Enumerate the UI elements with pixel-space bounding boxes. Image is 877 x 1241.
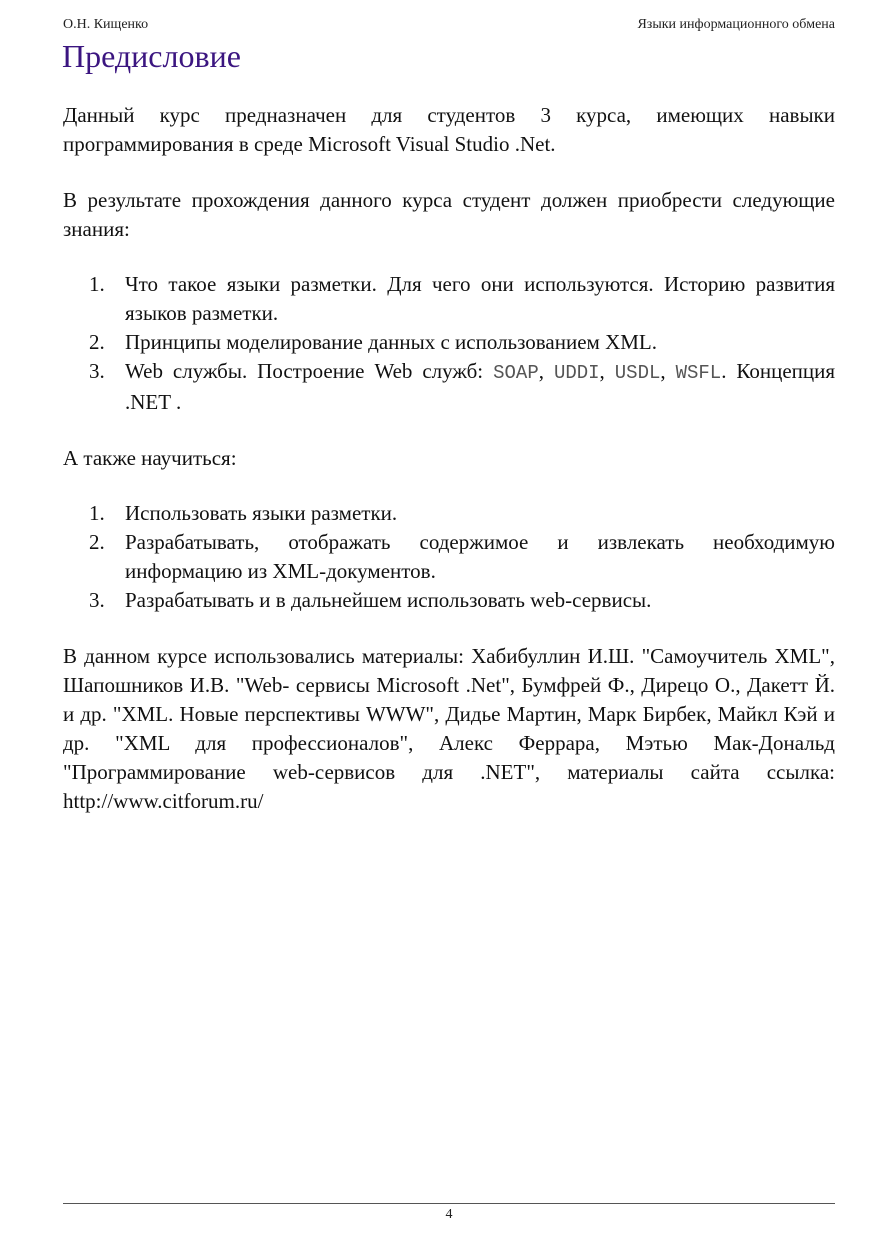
list-number: 2. [89,330,105,354]
code-separator: , [599,359,615,383]
knowledge-intro-paragraph: В результате прохождения данного курса студент должен приобрести следующие знания: [63,188,835,241]
code-separator: , [538,359,554,383]
intro-paragraph: Данный курс предназначен для студентов 3 курса, имеющих навыки программирования в среде Microsoft Visual Studio .Net. [63,103,835,156]
list-item-text: Что такое языки разметки. Для чего они используются. Историю развития языков разметки. [125,272,835,325]
page-number: 4 [445,1207,453,1222]
footer-divider [63,1203,835,1204]
list-item [63,270,835,328]
list-item-text: Разрабатывать и в дальнейшем использовать web-сервисы. [125,588,652,612]
list-number: 3. [89,359,105,383]
list-item-text-after: . Концепция .NET . [125,359,836,414]
list-item-text: Принципы моделирование данных с использованием XML. [125,330,658,354]
list-item [63,499,835,528]
knowledge-list [63,270,835,417]
skills-list [63,499,835,615]
list-item [63,357,835,417]
materials-paragraph: В данном курсе использовались материалы: Хабибуллин И.Ш. "Самоучитель XML", Шапошников И.В. "Web- сервисы Microsoft .Net", Бумфрей Ф., Дирецо О., Дакетт Й. и др. "XML. Новые перспективы WWW", Дидье Мартин, Марк Бирбек, Майкл Кэй и др. "XML для профессионалов", Алекс Феррара, Мэтью Мак-Дональд "Программирование web-сервисов для .NET", материалы сайта ссылка: http://www.citforum.ru/ [63,644,835,813]
list-item [63,586,835,615]
page-header [63,15,835,35]
list-number: 3. [89,588,105,612]
list-number: 2. [89,530,105,554]
section-title: Предисловие [62,38,241,74]
header-author: О.Н. Кищенко [63,17,149,32]
document-body [63,101,835,816]
code-uddi: UDDI [553,362,600,384]
header-course-title: Языки информационного обмена [637,17,835,32]
code-soap: SOAP [493,362,539,384]
list-item [63,528,835,586]
code-separator: , [660,359,676,383]
list-number: 1. [89,501,105,525]
list-item-text: Разрабатывать, отображать содержимое и извлекать необходимую информацию из XML-документов. [125,530,835,583]
list-item-text-before: Web службы. Построение Web служб: [125,359,494,383]
list-number: 1. [89,272,105,296]
skills-intro-paragraph: А также научиться: [63,446,237,470]
list-item-text: Использовать языки разметки. [125,501,398,525]
list-item [63,328,835,357]
code-wsfl: WSFL [675,362,722,384]
code-usdl: USDL [614,362,661,384]
